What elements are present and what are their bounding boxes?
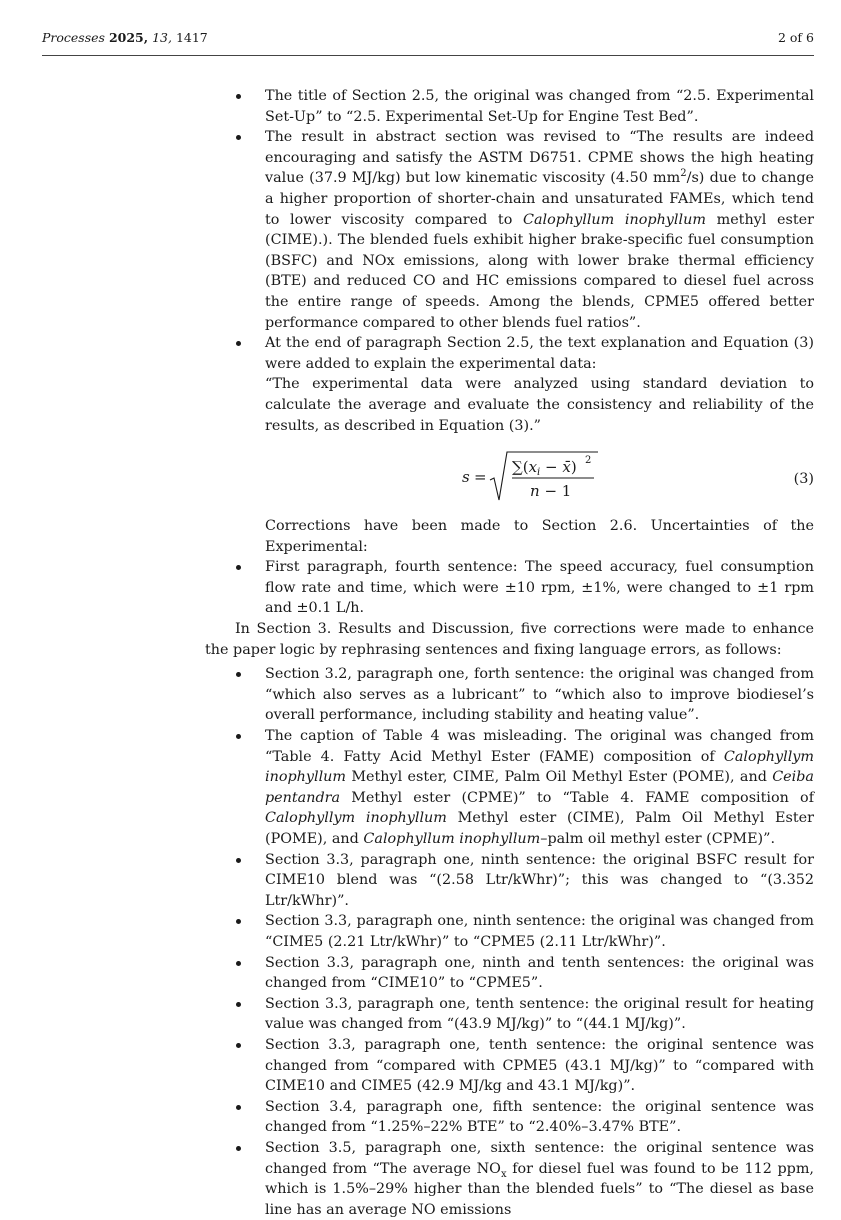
svg-text:∑(xi − x̄): $\sum(x_i$ − x̄) [512,458,577,479]
list-item: Section 3.3, paragraph one, tenth sentence: the original sentence was changed from “compared with CPME5 (43.1 MJ/kg)” to “compared with CIME10 and CIME5 (42.9 MJ/kg and 43.1 MJ/kg)”. [235,1035,814,1097]
body-text [205,86,814,1220]
equation-3 [265,448,814,510]
svg-text:s: s [462,468,470,487]
list-item: At the end of paragraph Section 2.5, the text explanation and Equation (3) were added to explain the experimental data: [235,333,814,374]
list-item: The title of Section 2.5, the original was changed from “2.5. Experimental Set-Up” to “2.5. Experimental Set-Up for Engine Test Bed”. [235,86,814,127]
list-item: Section 3.4, paragraph one, fifth sentence: the original sentence was changed from “1.25%–22% BTE” to “2.40%–3.47% BTE”. [235,1097,814,1138]
list-item: Section 3.5, paragraph one, sixth sentence: the original sentence was changed from “The average $NO_x$ for diesel fuel was found to be 112 ppm, which is 1.5%–29% higher than the blended fuels” to “The diesel as base line has an average NO emissions [235,1138,814,1220]
journal-citation [42,30,208,45]
list-item: The caption of Table 4 was misleading. The original was changed from “Table 4. Fatty Acid Methyl Ester (FAME) composition of Calophyllym inophyllum Methyl ester, CIME, Palm Oil Methyl Ester (POME), and Ceiba pentandra Methyl ester (CPME)” to “Table 4. FAME composition of Calophyllym inophyllum Methyl ester (CIME), Palm Oil Methyl Ester (POME), and Calophyllum inophyllum–palm oil methyl ester (CPME)”. [235,726,814,850]
page-number: 2 of 6 [777,30,814,45]
list-item: Section 3.3, paragraph one, ninth sentence: the original was changed from “CIME5 (2.21 Ltr/kWhr)” to “CPME5 (2.11 Ltr/kWhr)”. [235,911,814,952]
list-item: First paragraph, fourth sentence: The speed accuracy, fuel consumption flow rate and time, which were ±10 rpm, ±1%, were changed to ±1 rpm and ±0.1 L/h. [235,557,814,619]
paragraph: In Section 3. Results and Discussion, five corrections were made to enhance the paper logic by rephrasing sentences and fixing language errors, as follows: [205,621,814,658]
journal-volume: 13, [152,30,172,45]
list-item: Section 3.3, paragraph one, tenth sentence: the original result for heating value was changed from “(43.9 MJ/kg)” to “(44.1 MJ/kg)”. [235,994,814,1035]
equation-number: (3) [793,471,814,488]
article-number: 1417 [175,30,208,45]
paragraph: Corrections have been made to Section 2.6. Uncertainties of the Experimental: [265,518,814,555]
list-item: Section 3.2, paragraph one, forth sentence: the original was changed from “which also serves as a lubricant” to “which also to improve biodiesel’s overall performance, including stability and heating value”. [235,664,814,726]
svg-text:=: = [474,468,487,487]
journal-name: Processes [42,30,105,45]
header-rule [42,55,814,56]
standard-deviation-formula [460,448,600,510]
list-item: Section 3.3, paragraph one, ninth sentence: the original BSFC result for CIME10 blend was “(2.58 Ltr/kWhr)”; this was changed to “(3.352 Ltr/kWhr)”. [235,850,814,912]
quoted-paragraph: “The experimental data were analyzed using standard deviation to calculate the average and evaluate the consistency and reliability of the results, as described in Equation (3).” [265,376,814,434]
list-item: Section 3.3, paragraph one, ninth and tenth sentences: the original was changed from “CIME10” to “CPME5”. [235,953,814,994]
running-header [42,30,814,52]
list-item: The result in abstract section was revised to “The results are indeed encouraging and satisfy the ASTM D6751. CPME shows the high heating value (37.9 MJ/kg) but low kinematic viscosity (4.50 $mm^2/s$) due to change a higher proportion of shorter-chain and unsaturated FAMEs, which tend to lower viscosity compared to Calophyllum inophyllum methyl ester (CIME).). The blended fuels exhibit higher brake-specific fuel consumption (BSFC) and NOx emissions, along with lower brake thermal efficiency (BTE) and reduced CO and HC emissions compared to diesel fuel across the entire range of speeds. Among the blends, CPME5 offered better performance compared to other blends fuel ratios”. [235,127,814,333]
svg-text:n − 1: n − 1 [530,482,572,501]
journal-year: 2025, [108,30,149,45]
svg-text:2: 2 [585,455,592,467]
